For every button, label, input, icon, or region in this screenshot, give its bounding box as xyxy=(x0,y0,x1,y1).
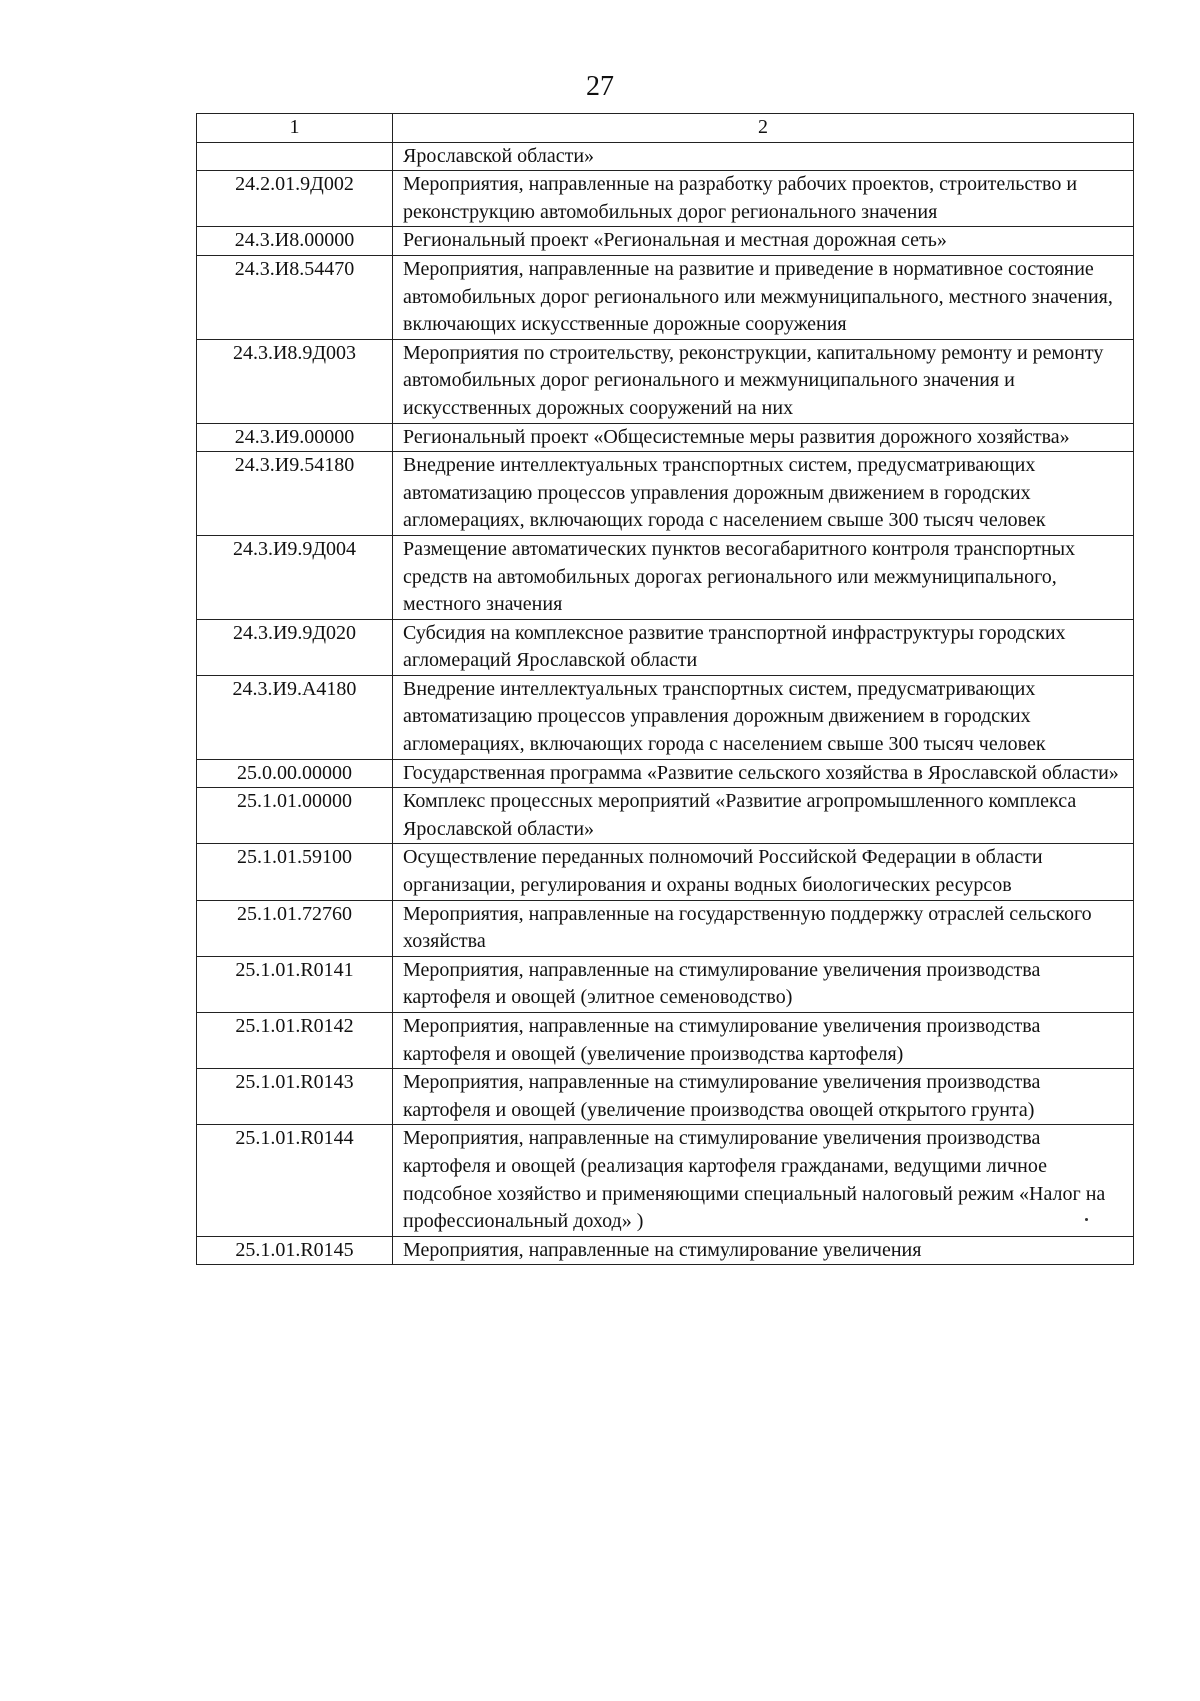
budget-codes-table xyxy=(196,113,1134,1265)
table-row xyxy=(197,1069,1134,1125)
table-row xyxy=(197,844,1134,900)
row-description: Комплекс процессных мероприятий «Развитие агропромышленного комплекса Ярославской области» xyxy=(393,788,1134,844)
row-code: 24.3.И8.00000 xyxy=(197,227,393,256)
row-description: Мероприятия, направленные на развитие и приведение в нормативное состояние автомобильных дорог регионального или межмуниципального, местного значения, включающих искусственные дорожные сооружения xyxy=(393,255,1134,339)
row-description: Мероприятия, направленные на государственную поддержку отраслей сельского хозяйства xyxy=(393,900,1134,956)
row-code: 24.3.И8.9Д003 xyxy=(197,339,393,423)
table-row xyxy=(197,255,1134,339)
table-row xyxy=(197,619,1134,675)
table-row xyxy=(197,1236,1134,1265)
row-description: Мероприятия, направленные на стимулирование увеличения производства картофеля и овощей (увеличение производства овощей открытого грунта) xyxy=(393,1069,1134,1125)
row-description: Мероприятия, направленные на разработку рабочих проектов, строительство и реконструкцию автомобильных дорог регионального значения xyxy=(393,171,1134,227)
row-code: 25.1.01.R0143 xyxy=(197,1069,393,1125)
row-code: 25.0.00.00000 xyxy=(197,759,393,788)
row-description: Мероприятия, направленные на стимулирование увеличения производства картофеля и овощей (реализация картофеля гражданами, ведущими личное подсобное хозяйство и применяющими специальный налоговый режим «Налог на профессиональный доход» ) xyxy=(393,1125,1134,1236)
table-row xyxy=(197,227,1134,256)
table-row xyxy=(197,171,1134,227)
row-code: 24.3.И9.9Д004 xyxy=(197,535,393,619)
row-code: 25.1.01.R0145 xyxy=(197,1236,393,1265)
table-row xyxy=(197,339,1134,423)
row-code: 25.1.01.00000 xyxy=(197,788,393,844)
table-row xyxy=(197,675,1134,759)
row-description: Субсидия на комплексное развитие транспортной инфраструктуры городских агломераций Ярославской области xyxy=(393,619,1134,675)
row-description: Государственная программа «Развитие сельского хозяйства в Ярославской области» xyxy=(393,759,1134,788)
row-code: 24.3.И9.9Д020 xyxy=(197,619,393,675)
table-row xyxy=(197,1013,1134,1069)
row-code: 24.3.И9.А4180 xyxy=(197,675,393,759)
row-description: Внедрение интеллектуальных транспортных систем, предусматривающих автоматизацию процессов управления дорожным движением в городских агломерациях, включающих города с населением свыше 300 тысяч человек xyxy=(393,452,1134,536)
scan-speck xyxy=(1085,1218,1088,1221)
row-code: 24.3.И9.00000 xyxy=(197,423,393,452)
table-row xyxy=(197,142,1134,171)
table-row xyxy=(197,452,1134,536)
row-code: 25.1.01.59100 xyxy=(197,844,393,900)
row-description: Размещение автоматических пунктов весогабаритного контроля транспортных средств на автомобильных дорогах регионального или межмуниципального, местного значения xyxy=(393,535,1134,619)
row-code: 25.1.01.R0144 xyxy=(197,1125,393,1236)
row-description: Осуществление переданных полномочий Российской Федерации в области организации, регулирования и охраны водных биологических ресурсов xyxy=(393,844,1134,900)
row-description: Внедрение интеллектуальных транспортных систем, предусматривающих автоматизацию процессов управления дорожным движением в городских агломерациях, включающих города с населением свыше 300 тысяч человек xyxy=(393,675,1134,759)
table-row xyxy=(197,759,1134,788)
row-code: 24.2.01.9Д002 xyxy=(197,171,393,227)
row-description: Региональный проект «Региональная и местная дорожная сеть» xyxy=(393,227,1134,256)
row-description: Мероприятия, направленные на стимулирование увеличения производства картофеля и овощей (элитное семеноводство) xyxy=(393,956,1134,1012)
table-row xyxy=(197,788,1134,844)
column-header-code: 1 xyxy=(197,114,393,143)
table-row xyxy=(197,1125,1134,1236)
page-number: 27 xyxy=(586,71,614,102)
row-description: Мероприятия по строительству, реконструкции, капитальному ремонту и ремонту автомобильных дорог регионального и межмуниципального значения и искусственных дорожных сооружений на них xyxy=(393,339,1134,423)
row-code xyxy=(197,142,393,171)
table-row xyxy=(197,956,1134,1012)
row-code: 25.1.01.R0142 xyxy=(197,1013,393,1069)
table-header-row xyxy=(197,114,1134,143)
table-row xyxy=(197,535,1134,619)
row-code: 24.3.И9.54180 xyxy=(197,452,393,536)
row-code: 25.1.01.72760 xyxy=(197,900,393,956)
row-code: 25.1.01.R0141 xyxy=(197,956,393,1012)
row-description: Ярославской области» xyxy=(393,142,1134,171)
table-row xyxy=(197,900,1134,956)
row-code: 24.3.И8.54470 xyxy=(197,255,393,339)
row-description: Мероприятия, направленные на стимулирование увеличения производства картофеля и овощей (увеличение производства картофеля) xyxy=(393,1013,1134,1069)
row-description: Мероприятия, направленные на стимулирование увеличения xyxy=(393,1236,1134,1265)
row-description: Региональный проект «Общесистемные меры развития дорожного хозяйства» xyxy=(393,423,1134,452)
column-header-description: 2 xyxy=(393,114,1134,143)
table-row xyxy=(197,423,1134,452)
